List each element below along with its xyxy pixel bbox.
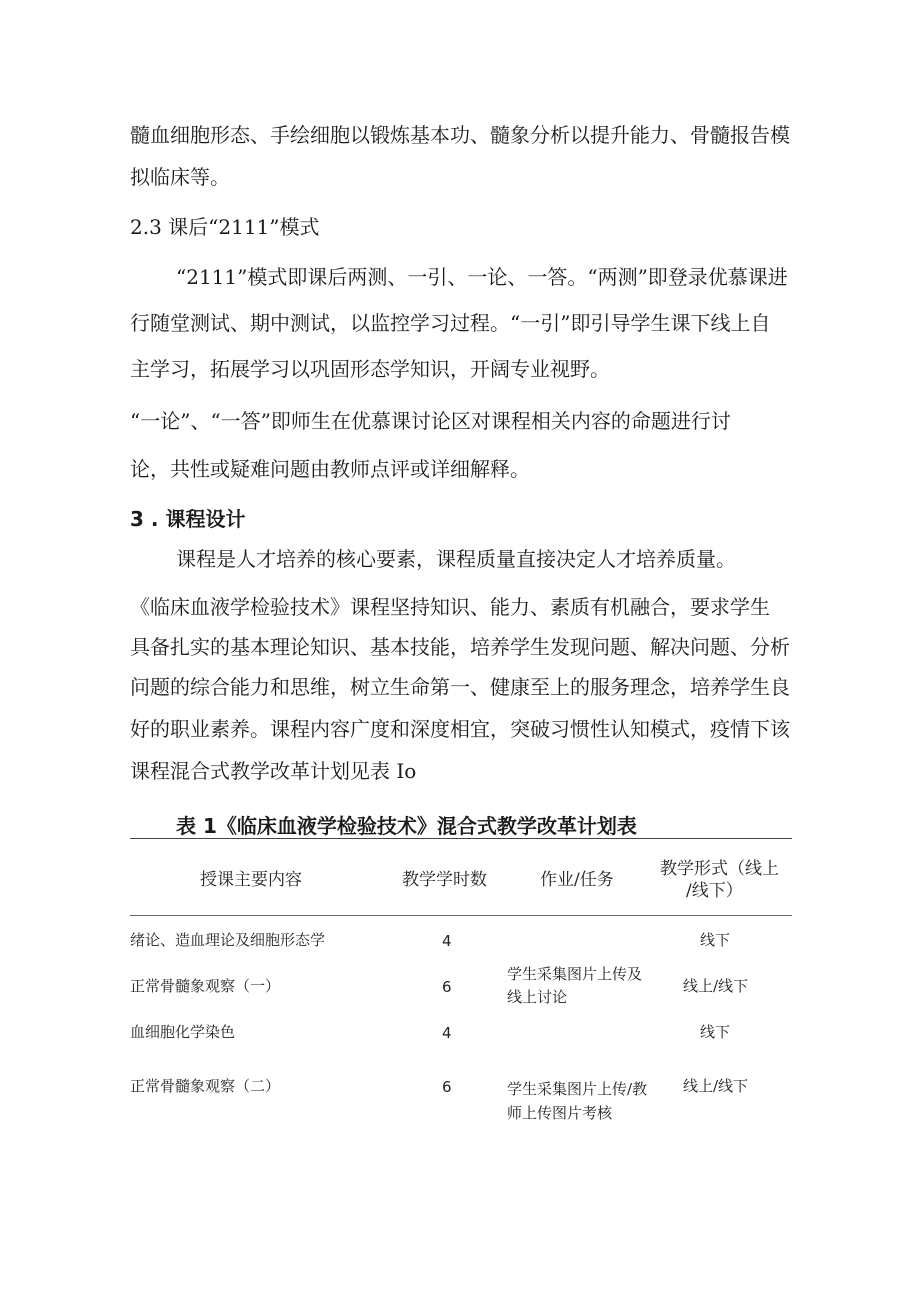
table-cell-form: 线上/线下 bbox=[683, 1077, 749, 1095]
table-cell-content: 绪论、造血理论及细胞形态学 bbox=[130, 931, 326, 949]
paragraph-line: 论，共性或疑难问题由教师点评或详细解释。 bbox=[130, 457, 530, 481]
table-cell-hours: 4 bbox=[442, 1024, 452, 1042]
table-cell-task: 线上讨论 bbox=[507, 988, 568, 1006]
paragraph-line: 《临床血液学检验技术》课程坚持知识、能力、素质有机融合，要求学生 bbox=[130, 595, 770, 619]
header-task: 作业/任务 bbox=[540, 870, 614, 890]
section-heading-3: 3 . 课程设计 bbox=[130, 507, 246, 531]
table-top-rule bbox=[130, 838, 792, 839]
table-cell-form: 线下 bbox=[700, 931, 731, 949]
table-cell-form: 线下 bbox=[700, 1023, 731, 1041]
header-content: 授课主要内容 bbox=[200, 870, 302, 890]
paragraph-line: 行随堂测试、期中测试，以监控学习过程。“一引”即引导学生课下线上自 bbox=[130, 311, 771, 335]
section-heading-2-3: 2.3 课后“2111”模式 bbox=[130, 215, 320, 239]
paragraph-line: “一论”、“一答”即师生在优慕课讨论区对课程相关内容的命题进行讨 bbox=[130, 409, 731, 433]
paragraph-line: 具备扎实的基本理论知识、基本技能，培养学生发现问题、解决问题、分析 bbox=[130, 635, 790, 659]
table-header-rule bbox=[130, 915, 792, 916]
table-cell-form: 线上/线下 bbox=[683, 977, 749, 995]
table-cell-task: 学生采集图片上传及 bbox=[507, 965, 643, 983]
paragraph-line: “2111”模式即课后两测、一引、一论、一答。“两测”即登录优慕课进 bbox=[176, 265, 788, 289]
paragraph-line: 问题的综合能力和思维，树立生命第一、健康至上的服务理念，培养学生良 bbox=[130, 675, 790, 699]
table-caption: 表 1《临床血液学检验技术》混合式教学改革计划表 bbox=[176, 814, 637, 838]
header-form-line2: /线下） bbox=[686, 881, 743, 901]
header-hours: 教学学时数 bbox=[402, 870, 487, 890]
header-form-line1: 教学形式（线上 bbox=[660, 859, 779, 879]
table-cell-hours: 4 bbox=[442, 932, 452, 950]
table-cell-hours: 6 bbox=[442, 978, 452, 996]
paragraph-line: 课程混合式教学改革计划见表 Io bbox=[130, 759, 417, 783]
table-cell-content: 正常骨髓象观察（二） bbox=[130, 1077, 281, 1095]
paragraph-line: 拟临床等。 bbox=[130, 165, 230, 189]
paragraph-line: 好的职业素养。课程内容广度和深度相宜，突破习惯性认知模式，疫情下该 bbox=[130, 717, 790, 741]
paragraph-line: 髓血细胞形态、手绘细胞以锻炼基本功、髓象分析以提升能力、骨髓报告模 bbox=[130, 123, 790, 147]
table-cell-task: 师上传图片考核 bbox=[507, 1104, 613, 1122]
table-cell-content: 血细胞化学染色 bbox=[130, 1023, 236, 1041]
table-cell-content: 正常骨髓象观察（一） bbox=[130, 977, 281, 995]
table-cell-task: 学生采集图片上传/教 bbox=[507, 1080, 648, 1098]
paragraph-line: 课程是人才培养的核心要素，课程质量直接决定人才培养质量。 bbox=[176, 547, 736, 571]
paragraph-line: 主学习，拓展学习以巩固形态学知识，开阔专业视野。 bbox=[130, 357, 610, 381]
table-cell-hours: 6 bbox=[442, 1078, 452, 1096]
